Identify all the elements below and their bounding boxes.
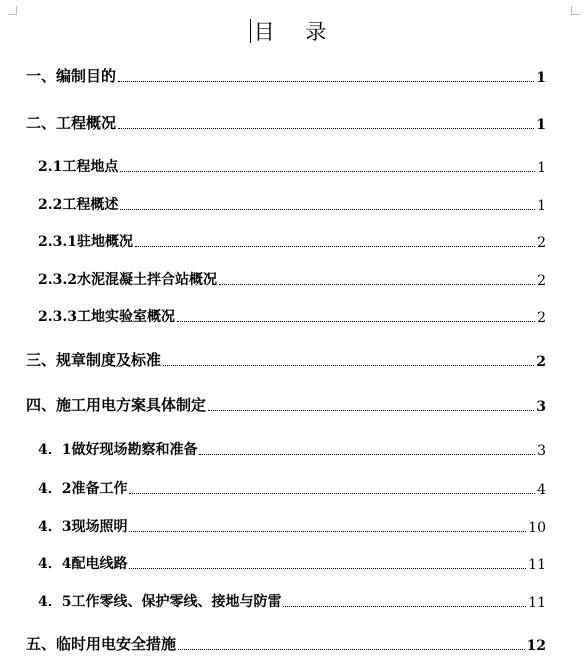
toc-entry[interactable] — [38, 229, 546, 251]
toc-entry-text: 一、编制目的 — [26, 67, 117, 85]
toc-entry-page: 12 — [526, 638, 546, 654]
toc-entry-page: 2 — [537, 235, 546, 251]
toc-leader-dots — [129, 568, 526, 569]
toc-leader-dots — [283, 606, 526, 607]
toc-entry-text: 三、规章制度及标准 — [26, 351, 162, 369]
toc-leader-dots — [118, 81, 534, 82]
toc-entry-text: 4．4配电线路 — [38, 556, 128, 572]
toc-entry-page: 3 — [537, 443, 546, 459]
toc-entry[interactable] — [26, 111, 546, 133]
toc-leader-dots — [118, 128, 534, 129]
toc-leader-dots — [178, 649, 525, 650]
toc-entry[interactable] — [38, 437, 546, 459]
toc-entry[interactable] — [38, 551, 546, 573]
toc-title[interactable]: 目 录 — [253, 20, 339, 44]
toc-leader-dots — [208, 410, 534, 411]
toc-entry-text: 2.2工程概述 — [38, 197, 119, 213]
toc-entry-text: 2.3.2水泥混凝土拌合站概况 — [38, 272, 217, 288]
toc-entry-page: 2 — [536, 354, 546, 370]
toc-leader-dots — [177, 321, 535, 322]
toc-entry[interactable] — [38, 589, 546, 611]
toc-leader-dots — [163, 365, 534, 366]
toc-entry-page: 1 — [536, 70, 546, 86]
toc-entry[interactable] — [38, 476, 546, 498]
toc-entry-page: 1 — [537, 198, 546, 214]
toc-entry-text: 2.3.3工地实验室概况 — [38, 309, 175, 325]
toc-entry-page: 3 — [536, 399, 546, 415]
toc-entry[interactable] — [38, 267, 546, 289]
toc-leader-dots — [120, 171, 535, 172]
toc-entry-page: 10 — [528, 520, 546, 536]
toc-entry-text: 四、施工用电方案具体制定 — [26, 396, 207, 414]
toc-entry-page: 11 — [528, 557, 546, 573]
toc-leader-dots — [219, 284, 535, 285]
toc-entry-text: 4．2准备工作 — [38, 481, 128, 497]
toc-entry[interactable] — [38, 192, 546, 214]
toc-entry-text: 2.1工程地点 — [38, 159, 119, 175]
toc-entry-text: 4．1做好现场勘察和准备 — [38, 442, 198, 458]
toc-entry[interactable] — [26, 64, 546, 86]
toc-entry-text: 4．3现场照明 — [38, 519, 128, 535]
toc-entry-text: 4．5工作零线、保护零线、接地与防雷 — [38, 594, 282, 610]
toc-entry[interactable] — [26, 632, 546, 654]
toc-entry-text: 二、工程概况 — [26, 114, 117, 132]
toc-entry-page: 4 — [537, 482, 546, 498]
toc-leader-dots — [135, 246, 535, 247]
toc-entry-page: 2 — [537, 310, 546, 326]
toc-leader-dots — [129, 531, 526, 532]
toc-entry-page: 2 — [537, 273, 546, 289]
toc-entry-page: 1 — [536, 117, 546, 133]
toc-entry-text: 2.3.1驻地概况 — [38, 234, 133, 250]
toc-entry[interactable] — [26, 348, 546, 370]
toc-entry-page: 1 — [537, 160, 546, 176]
toc-entry[interactable] — [38, 154, 546, 176]
toc-entry-page: 11 — [528, 595, 546, 611]
toc-entry[interactable] — [26, 393, 546, 415]
toc-leader-dots — [120, 209, 535, 210]
toc-leader-dots — [199, 454, 535, 455]
toc-entry[interactable] — [38, 514, 546, 536]
toc-entry-text: 五、临时用电安全措施 — [26, 635, 177, 653]
toc-entry[interactable] — [38, 304, 546, 326]
toc-leader-dots — [129, 493, 535, 494]
